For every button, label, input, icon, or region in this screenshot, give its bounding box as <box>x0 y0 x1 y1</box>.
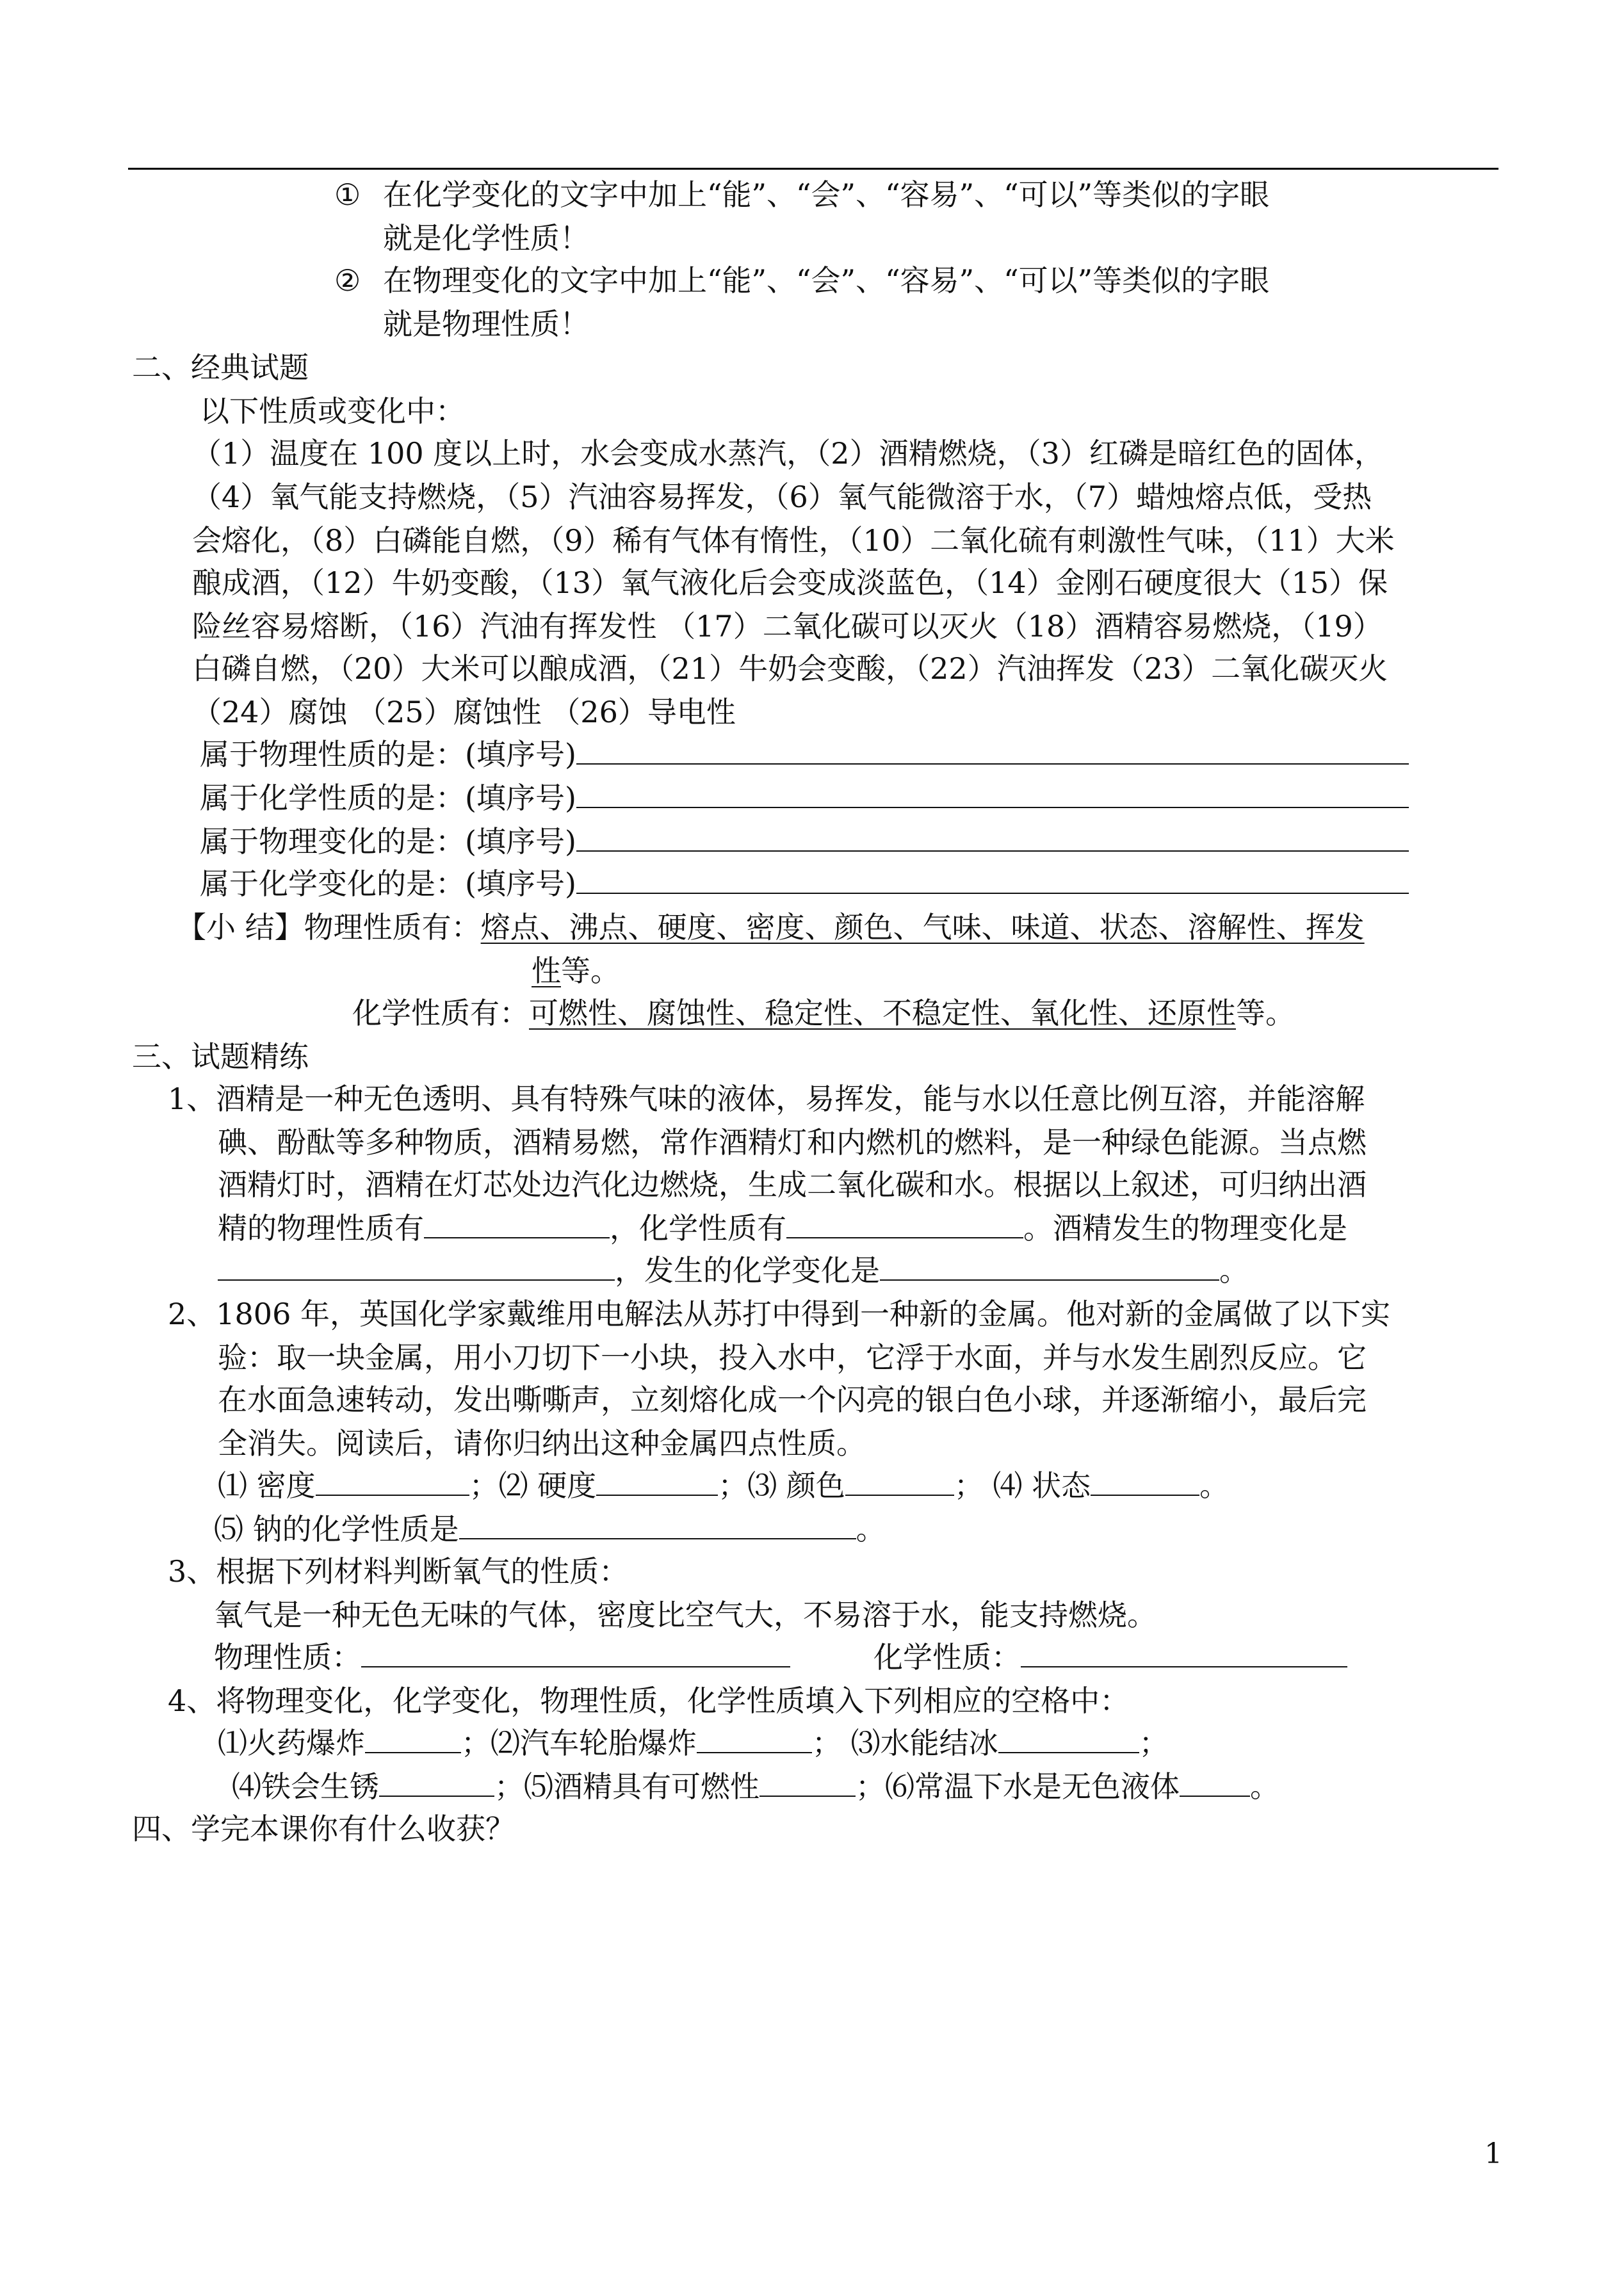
q1-line4 <box>218 1206 1347 1250</box>
tip-1-marker: ① <box>334 177 361 212</box>
section2-item-line: （4）氧气能支持燃烧，（5）汽油容易挥发，（6）氧气能微溶于水，（7）蜡烛熔点低，受热 <box>192 480 1372 514</box>
tip-1-line1: 在化学变化的文字中加上“能”、“会”、“容易”、“可以”等类似的字眼 <box>383 177 1270 212</box>
answer-blank[interactable] <box>880 1250 1219 1281</box>
answer-blank[interactable] <box>365 1723 461 1753</box>
section2-item-line: 白磷自燃，（20）大米可以酿成酒，（21）牛奶会变酸，（22）汽油挥发（23）二氧化碳灭火 <box>192 651 1388 686</box>
fill-label: 属于物理性质的是：(填序号) <box>200 737 576 772</box>
section2-item-line: （24）腐蚀 （25）腐蚀性 （26）导电性 <box>192 695 736 729</box>
q2-properties <box>218 1464 1229 1507</box>
q1-line: 1、酒精是一种无色透明、具有特殊气味的液体，易挥发，能与水以任意比例互溶，并能溶解 <box>168 1082 1365 1116</box>
fill-label: 属于物理变化的是：(填序号) <box>200 824 576 859</box>
page-number: 1 <box>1484 2137 1502 2170</box>
summary-label: 【小 结】物理性质有： <box>177 910 481 945</box>
section2-item-line: 险丝容易熔断，（16）汽油有挥发性 （17）二氧化碳可以灭火（18）酒精容易燃烧，（19） <box>192 609 1383 644</box>
q2-text: ；⑵ 硬度 <box>469 1468 597 1503</box>
summary-physical <box>177 905 1365 949</box>
fill-physical-change <box>200 820 1409 863</box>
answer-blank[interactable] <box>596 1465 718 1496</box>
answer-blank[interactable] <box>845 1465 954 1496</box>
answer-blank[interactable] <box>697 1723 812 1753</box>
q2-line: 2、1806 年，英国化学家戴维用电解法从苏打中得到一种新的金属。他对新的金属做了以下实 <box>168 1297 1390 1331</box>
section2-heading: 二、经典试题 <box>132 350 309 385</box>
answer-blank[interactable] <box>1180 1766 1250 1797</box>
section2-item-line: 会熔化，（8）白磷能自燃，（9）稀有气体有惰性，（10）二氧化硫有刺激性气味，（11）大米 <box>192 523 1395 558</box>
summary-physical-tail: 等。 <box>561 953 620 988</box>
tip-2-marker: ② <box>334 263 361 298</box>
q2-chem <box>214 1507 886 1551</box>
fill-physical-property <box>200 733 1409 776</box>
section3-heading: 三、试题精练 <box>132 1039 309 1074</box>
fill-chemical-property <box>200 776 1409 820</box>
q1-text: 。酒精发生的物理变化是 <box>1023 1211 1347 1245</box>
q1-text: 。 <box>1219 1253 1249 1288</box>
answer-blank[interactable] <box>316 1465 469 1496</box>
q2-line: 在水面急速转动，发出嘶嘶声，立刻熔化成一个闪亮的银白色小球，并逐渐缩小，最后完 <box>218 1383 1367 1417</box>
section2-item-line: 酿成酒，（12）牛奶变酸，（13）氧气液化后会变成淡蓝色，（14）金刚石硬度很大（15）保 <box>192 565 1388 600</box>
answer-blank[interactable] <box>379 1766 494 1797</box>
tip-2-line2: 就是物理性质！ <box>383 307 589 341</box>
answer-blank[interactable] <box>218 1250 615 1281</box>
summary-physical-list: 熔点、沸点、硬度、密度、颜色、气味、味道、状态、溶解性、挥发 <box>480 910 1365 945</box>
tip-1-line2: 就是化学性质！ <box>383 221 589 255</box>
q2-text: ⑸ 钠的化学性质是 <box>214 1512 459 1546</box>
q2-line: 验：取一块金属，用小刀切下一小块，投入水中，它浮于水面，并与水发生剧烈反应。它 <box>218 1340 1367 1375</box>
q2-text: ； ⑷ 状态 <box>954 1468 1091 1503</box>
q1-line5 <box>218 1249 1249 1292</box>
answer-blank[interactable] <box>1021 1637 1347 1667</box>
tip-2-line1: 在物理变化的文字中加上“能”、“会”、“容易”、“可以”等类似的字眼 <box>383 263 1270 298</box>
fill-chemical-change <box>200 862 1409 905</box>
q3-text: 物理性质： <box>214 1640 361 1675</box>
q2-text: 。 <box>856 1512 886 1546</box>
q4-row1 <box>218 1721 1169 1765</box>
answer-blank[interactable] <box>759 1766 856 1797</box>
section2-intro: 以下性质或变化中： <box>200 394 465 428</box>
answer-blank[interactable] <box>998 1723 1139 1753</box>
q4-text: ；⑵汽车轮胎爆炸 <box>461 1726 697 1760</box>
q1-text: ，化学性质有 <box>610 1211 786 1245</box>
q3-text: 化学性质： <box>873 1640 1021 1675</box>
summary-chem-label: 化学性质有： <box>352 996 529 1030</box>
answer-blank[interactable] <box>786 1208 1023 1238</box>
summary-physical-cont <box>532 949 620 993</box>
q4-row2 <box>232 1765 1279 1808</box>
q4-text: 。 <box>1250 1769 1279 1804</box>
answer-blank[interactable] <box>424 1208 610 1238</box>
q2-text: ⑴ 密度 <box>218 1468 316 1503</box>
fill-label: 属于化学性质的是：(填序号) <box>200 781 576 815</box>
answer-blank[interactable] <box>576 821 1409 852</box>
q4-text: ；⑸酒精具有可燃性 <box>494 1769 759 1804</box>
q1-line: 碘、酚酞等多种物质，酒精易燃，常作酒精灯和内燃机的燃料，是一种绿色能源。当点燃 <box>218 1125 1367 1160</box>
q3-answers <box>214 1635 1347 1679</box>
summary-chem-list: 可燃性、腐蚀性、稳定性、不稳定性、氧化性、还原性 <box>529 996 1236 1030</box>
answer-blank[interactable] <box>361 1637 790 1667</box>
summary-physical-end: 性 <box>532 953 561 988</box>
answer-blank[interactable] <box>576 734 1409 765</box>
q1-line: 酒精灯时，酒精在灯芯处边汽化边燃烧，生成二氧化碳和水。根据以上叙述，可归纳出酒 <box>218 1167 1367 1202</box>
q2-text: 。 <box>1199 1468 1230 1503</box>
section4-heading: 四、学完本课你有什么收获？ <box>132 1812 515 1846</box>
q2-text: ；⑶ 颜色 <box>718 1468 845 1503</box>
q1-text: 精的物理性质有 <box>218 1211 424 1245</box>
fill-label: 属于化学变化的是：(填序号) <box>200 866 576 901</box>
summary-chemical <box>352 991 1295 1035</box>
q2-line: 全消失。阅读后，请你归纳出这种金属四点性质。 <box>218 1426 866 1461</box>
answer-blank[interactable] <box>459 1509 856 1539</box>
q1-text: ，发生的化学变化是 <box>615 1253 880 1288</box>
q4-text: ； <box>1139 1726 1169 1760</box>
answer-blank[interactable] <box>1091 1465 1199 1496</box>
answer-blank[interactable] <box>576 863 1409 894</box>
section2-item-line: （1）温度在 100 度以上时，水会变成水蒸汽，（2）酒精燃烧，（3）红磷是暗红色的固体， <box>192 436 1384 471</box>
q4-line: 4、将物理变化，化学变化，物理性质，化学性质填入下列相应的空格中： <box>168 1683 1130 1718</box>
q4-text: ⑴火药爆炸 <box>218 1726 365 1760</box>
answer-blank[interactable] <box>576 777 1409 808</box>
q4-text: ； ⑶水能结冰 <box>812 1726 998 1760</box>
q4-text: ⑷铁会生锈 <box>232 1769 379 1804</box>
header-rule <box>128 168 1498 170</box>
q4-text: ；⑹常温下水是无色液体 <box>856 1769 1180 1804</box>
summary-chem-tail: 等。 <box>1236 996 1295 1030</box>
q3-line: 3、根据下列材料判断氧气的性质： <box>168 1554 629 1589</box>
q3-line: 氧气是一种无色无味的气体，密度比空气大，不易溶于水，能支持燃烧。 <box>214 1598 1157 1632</box>
